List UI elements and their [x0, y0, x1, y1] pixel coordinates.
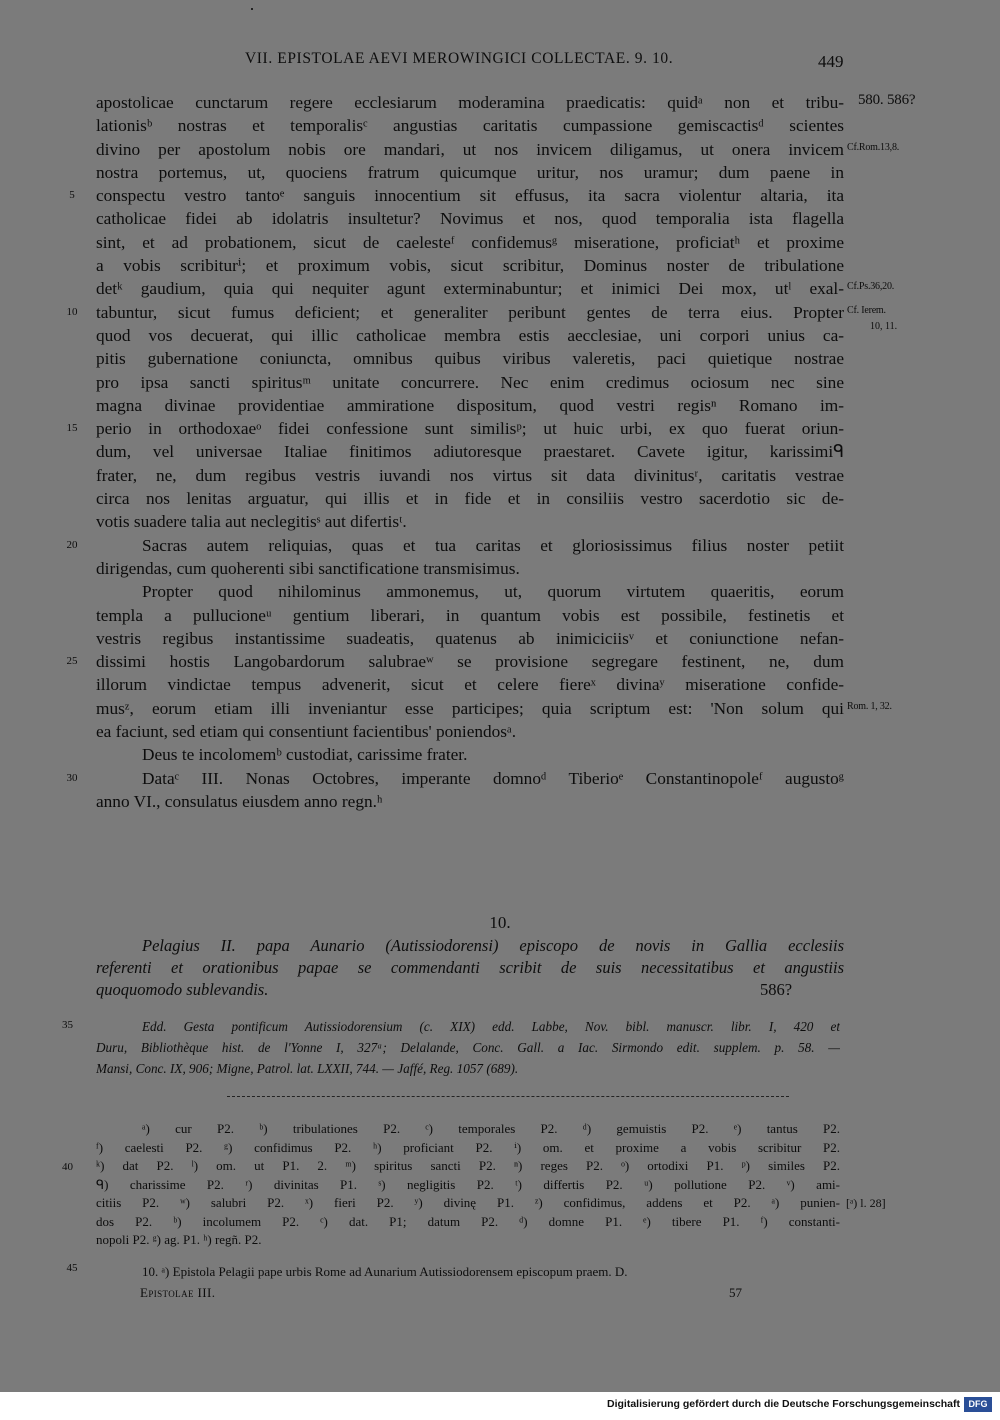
text-line	[0, 673, 1000, 696]
text-line	[0, 91, 1000, 114]
apparatus-text: citiis P2. ʷ) salubri P2. ˣ) fieri P2. ʸ) divinę P1. ᶻ) confidimus, addens et P2. ᵃ) punien-	[96, 1195, 840, 1210]
summary-line	[96, 957, 844, 979]
line-text: dum, vel universae Italiae finitimos adiutoresque praestaret. Cavete igitur, karissimiᑫ	[96, 442, 844, 462]
text-line	[0, 254, 1000, 277]
line-text: Deus te incolomemᵇ custodiat, carissime frater.	[142, 745, 468, 765]
sponsor-bar	[0, 1392, 1000, 1420]
line-text: nostra portemus, ut, quociens fratrum quicumque uritur, nos uramur; dum paene in	[96, 162, 844, 182]
apparatus-line	[96, 1139, 844, 1158]
line-text: quod vos decuerat, qui illic catholicae membra estis aecclesiae, uni corpori unius ca-	[96, 325, 844, 345]
apparatus-text: ᵏ) dat P2. ˡ) om. ut P1. 2. ᵐ) spiritus sancti P2. ⁿ) reges P2. ᵒ) ortodixi P1. ᵖ) similes P2.	[96, 1158, 840, 1173]
apparatus-line	[96, 1176, 844, 1195]
line-text: templa a pullucioneᵘ gentium liberari, in quantum vobis est possibile, festinetis et	[96, 605, 844, 625]
margin-reference: [ᵃ) l. 28]	[846, 1196, 886, 1210]
text-line	[0, 697, 1000, 720]
footnote-divider	[227, 1096, 789, 1097]
critical-apparatus	[62, 1120, 886, 1250]
line-text: magna divinae providentiae ammiratione dispositum, quod vestri regisⁿ Romano im-	[96, 395, 844, 415]
line-text: pro ipsa sancti spiritusᵐ unitate concurrere. Nec enim credimus ociosum nec sine	[96, 372, 844, 392]
line-number: 10	[66, 305, 78, 318]
text-line	[0, 464, 1000, 487]
text-line	[0, 580, 1000, 603]
editions-text: Duru, Bibliothèque hist. de l'Yonne I, 327ᵃ; Delalande, Conc. Gall. a Iac. Sirmondo edit. supplem. p. 58. —	[96, 1040, 840, 1055]
summary-date: 586?	[760, 980, 793, 999]
apparatus-line	[96, 1213, 844, 1232]
line-text: votis suadere talia aut neclegitisˢ aut difertisᵗ.	[96, 512, 407, 532]
line-text: apostolicae cunctarum regere ecclesiarum moderamina praedicatis: quidᵃ non et tribu-	[96, 93, 844, 112]
line-number: 25	[66, 655, 78, 668]
apparatus-text: ᶠ) caelesti P2. ᵍ) confidimus P2. ʰ) proficiant P2. ⁱ) om. et proxime a vobis scribitur P2.	[96, 1139, 840, 1155]
line-text: perio in orthodoxaeᵒ fidei confessione sunt similisᵖ; ut huic urbi, ex quo fuerat oriun-	[96, 419, 844, 439]
sheet-number: 57	[729, 1285, 742, 1300]
line-number: 5	[69, 189, 75, 202]
apparatus-text: ᵃ) cur P2. ᵇ) tribulationes P2. ᶜ) temporales P2. ᵈ) gemuistis P2. ᵉ) tantus P2.	[142, 1121, 840, 1136]
line-text: Sacras autem reliquias, quas et tua caritas et gloriosissimus filius noster petiit	[142, 535, 844, 555]
line-text: vestris regibus instantissime suadeatis, quatenus ab inimiciciisᵛ et coniunctione nefan-	[96, 628, 844, 648]
line-text: ea faciunt, sed etiam qui consentiunt facientibus' poniendosᵃ.	[96, 722, 517, 742]
editions-note	[62, 1016, 844, 1079]
line-text: sint, et ad probationem, sicut de caelesteᶠ confidemusᵍ miseratione, proficiatʰ et proxime	[96, 232, 844, 252]
line-text: anno VI., consulatus eiusdem anno regn.ʰ	[96, 791, 383, 811]
apparatus-text: nopoli P2. ᵍ) ag. P1. ʰ) regñ. P2.	[96, 1232, 262, 1247]
text-line	[0, 767, 1000, 790]
margin-reference: Cf.Ps.36,20.	[847, 281, 895, 293]
text-line	[0, 510, 1000, 533]
line-text: divino per apostolum nobis ore mandari, ut nos invicem diligamus, ut onera invicem	[96, 139, 844, 159]
margin-reference: 580. 586?	[858, 92, 916, 108]
text-line	[0, 371, 1000, 394]
summary-text: Pelagius II. papa Aunario (Autissiodorensi) episcopo de novis in Gallia ecclesiis	[142, 936, 844, 955]
apparatus-text: dos P2. ᵇ) incolumem P2. ᶜ) dat. P1; datum P2. ᵈ) domne P1. ᵉ) tibere P1. ᶠ) constanti-	[96, 1213, 840, 1229]
text-line	[0, 301, 1000, 332]
text-line	[0, 417, 1000, 440]
margin-reference: Cf. Ierem.	[847, 304, 886, 316]
letter-number: 10.	[489, 913, 511, 932]
text-line	[0, 277, 1000, 300]
line-text: catholicae fidei ab idolatris insultetur? Novimus et nos, quod temporalia ista flagella	[96, 209, 844, 229]
text-line	[0, 604, 1000, 627]
apparatus-line	[96, 1194, 886, 1213]
summary-text: referenti et orationibus papae se commendanti scribit de suis necessitatibus et angustiis	[96, 958, 844, 977]
margin-reference: 10, 11.	[870, 320, 898, 332]
dfg-logo-icon: DFG	[964, 1397, 992, 1412]
line-number: 30	[66, 771, 78, 784]
line-text: a vobis scribiturⁱ; et proximum vobis, sicut scribitur, Dominus noster de tribulatione	[96, 256, 844, 276]
sponsor-text: Digitalisierung gefördert durch die Deutsche Forschungsgemeinschaft	[607, 1398, 960, 1410]
text-line	[0, 650, 1000, 673]
line-text: Propter quod nihilominus ammonemus, ut, quorum virtutem quaeritis, eorum	[142, 582, 844, 602]
line-text: frater, ne, dum regibus vestris iuvandi nos virtus sit data divinitusʳ, caritatis vestrae	[96, 465, 844, 485]
line-text: musᶻ, eorum etiam illi inveniantur esse participes; quia scriptum est: 'Non solum qui	[96, 698, 844, 718]
line-text: dissimi hostis Langobardorum salubraeʷ se provisione segregare festinent, ne, dum	[96, 652, 844, 672]
apparatus-line	[62, 1157, 844, 1176]
margin-reference: Cf.Rom.13,8.	[847, 141, 900, 153]
letter-10-note: 10. ᵃ) Epistola Pelagii pape urbis Rome ad Aunarium Autissiodorensem episcopum praem. D.	[142, 1264, 628, 1279]
line-text: detᵏ gaudium, quia qui nequiter agunt exterminabuntur; et inimici Dei mox, utˡ exal-	[96, 279, 844, 299]
page-number: 449	[818, 52, 844, 71]
line-text: dirigendas, cum quoherenti sibi sanctificatione transmisimus.	[96, 558, 520, 578]
line-number: 45	[66, 1262, 78, 1274]
editions-line	[62, 1016, 844, 1037]
letter-body	[0, 91, 1000, 813]
editions-text: Edd. Gesta pontificum Autissiodorensium (c. XIX) edd. Labbe, Nov. bibl. manuscr. libr. I, 420 et	[142, 1019, 840, 1034]
line-text: Dataᶜ III. Nonas Octobres, imperante domnoᵈ Tiberioᵉ Constantinopoleᶠ augustoᵍ	[142, 768, 844, 788]
editions-line	[96, 1058, 844, 1079]
line-number: 20	[66, 538, 78, 551]
text-line	[0, 138, 1000, 161]
text-line	[0, 324, 1000, 347]
text-line	[0, 231, 1000, 254]
text-line	[0, 720, 1000, 743]
line-text: tabuntur, sicut fumus deficient; et generaliter peribunt gentes de terra eius. Propter	[96, 302, 844, 322]
apparatus-text: ᑫ) charissime P2. ʳ) divinitas P1. ˢ) negligitis P2. ᵗ) differtis P2. ᵘ) pollutione P2. ᵛ) ami-	[96, 1176, 840, 1192]
text-line	[0, 790, 1000, 813]
margin-reference: Rom. 1, 32.	[847, 700, 892, 712]
sheet-signature: Epistolae III.	[140, 1285, 216, 1300]
text-line	[0, 627, 1000, 650]
text-line	[0, 184, 1000, 207]
summary-line	[96, 935, 844, 957]
apparatus-line	[96, 1231, 844, 1250]
summary-text: quoquomodo sublevandis.	[96, 980, 269, 999]
running-header	[0, 50, 1000, 76]
apparatus-line	[96, 1120, 844, 1139]
text-line	[0, 161, 1000, 184]
editions-line	[96, 1037, 844, 1058]
text-line	[0, 743, 1000, 766]
text-line	[0, 207, 1000, 230]
running-title: VII. EPISTOLAE AEVI MEROWINGICI COLLECTAE. 9. 10.	[245, 50, 674, 67]
line-text: pitis gubernatione coniuncta, omnibus quibus viribus valeretis, paci quietique nostrae	[96, 349, 844, 369]
line-text: conspectu vestro tantoᵉ sanguis innocentium sit effusus, ita sacra violentur altaria, ita	[96, 186, 844, 206]
editions-text: Mansi, Conc. IX, 906; Migne, Patrol. lat. LXXII, 744. — Jaffé, Reg. 1057 (689).	[96, 1061, 519, 1076]
line-text: lationisᵇ nostras et temporalisᶜ angustias caritatis cumpassione gemiscactisᵈ scientes	[96, 116, 844, 136]
text-line	[0, 534, 1000, 557]
letter-summary	[96, 935, 844, 1001]
line-text: circa nos lenitas arguatur, qui illis et in fide et in consiliis vestro sacerdotio sic de-	[96, 489, 844, 509]
text-line	[0, 487, 1000, 510]
text-line	[0, 347, 1000, 370]
line-number: 35	[62, 1019, 73, 1031]
text-line	[0, 394, 1000, 417]
text-line	[0, 114, 1000, 137]
line-number: 15	[66, 422, 78, 435]
line-text: illorum vindictae tempus advenerit, sicut et celere fiereˣ divinaʸ miseratione confide-	[96, 675, 844, 695]
line-number: 40	[62, 1161, 73, 1173]
summary-line	[96, 979, 844, 1001]
text-line	[0, 440, 1000, 463]
scan-speck	[251, 8, 253, 10]
text-line	[0, 557, 1000, 580]
